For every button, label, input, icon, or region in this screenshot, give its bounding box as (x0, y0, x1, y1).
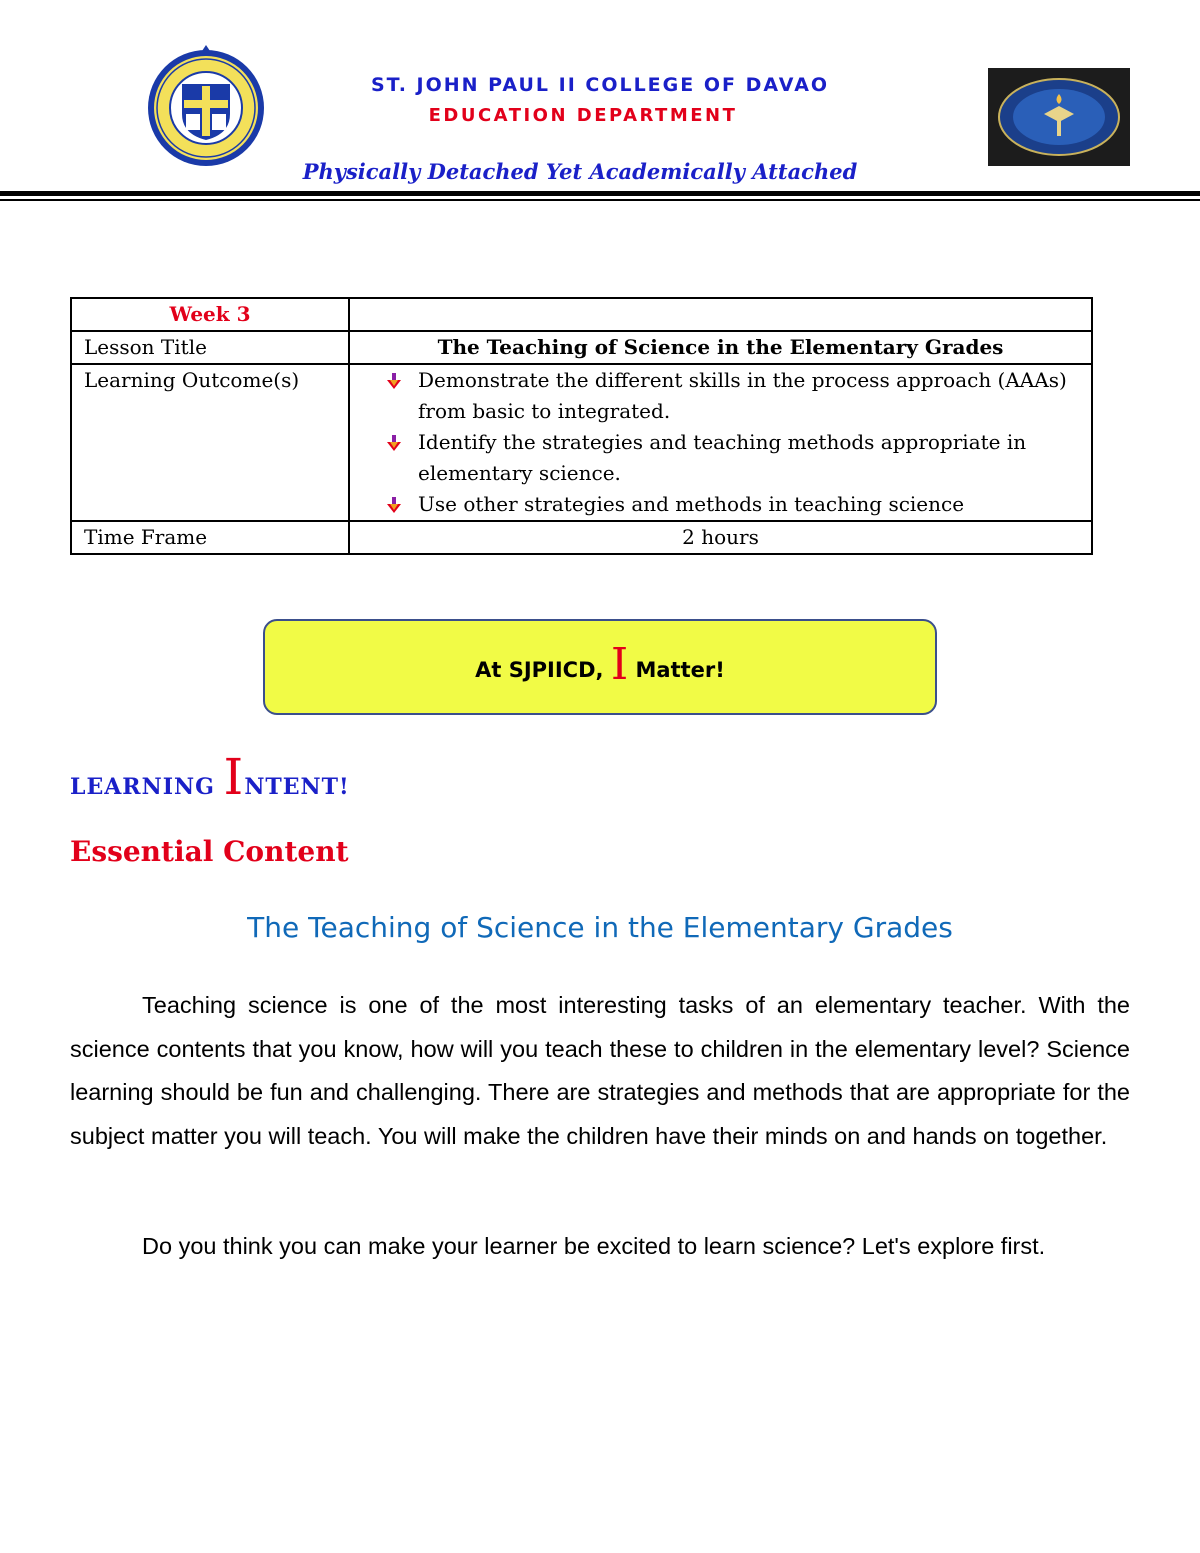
outcome-text: Use other strategies and methods in teaching science (418, 492, 965, 516)
body-paragraph: Teaching science is one of the most interesting tasks of an elementary teacher. With the science contents that you know, how will you teach these to children in the elementary level? Science learning should be fun and challenging. There are strategies and methods that are appropriate for the subject matter you will teach. You will make the children have their minds on and hands on together. (70, 992, 1130, 1149)
outcomes-cell (349, 364, 1092, 521)
outcome-text: Identify the strategies and teaching methods appropriate in elementary science. (418, 430, 1027, 485)
header-rule-thin (0, 199, 1200, 201)
callout-after: Matter! (628, 658, 725, 682)
motto-callout-box (263, 619, 937, 715)
header-rule-thick (0, 191, 1200, 196)
lesson-info-table (70, 297, 1093, 555)
body-paragraph: Do you think you can make your learner be excited to learn science? Let's explore first. (142, 1233, 1046, 1259)
lesson-title-value: The Teaching of Science in the Elementary Grades (349, 331, 1092, 364)
arrow-down-bullet-icon (386, 434, 402, 452)
table-row (71, 364, 1092, 521)
arrow-down-bullet-icon (386, 372, 402, 390)
department-name: EDUCATION DEPARTMENT (428, 105, 738, 126)
time-frame-value: 2 hours (349, 521, 1092, 554)
outcome-text: Demonstrate the different skills in the process approach (AAAs) from basic to integrated. (418, 368, 1067, 423)
list-item (386, 365, 1079, 427)
intent-suffix: NTENT! (244, 774, 350, 800)
lesson-title-label: Lesson Title (71, 331, 349, 364)
intent-prefix: LEARNING (70, 774, 224, 800)
time-frame-label: Time Frame (71, 521, 349, 554)
week-label: Week 3 (71, 298, 349, 331)
arrow-down-bullet-icon (386, 496, 402, 514)
callout-big-letter: I (610, 639, 629, 690)
table-row (71, 298, 1092, 331)
week-value-empty (349, 298, 1092, 331)
list-item (386, 427, 1079, 489)
learning-intent-heading (70, 748, 350, 806)
intent-big-letter: I (223, 748, 245, 806)
college-name: ST. JOHN PAUL II COLLEGE OF DAVAO (370, 74, 830, 96)
college-seal-logo (143, 45, 269, 171)
teacher-education-logo (988, 68, 1130, 166)
outcomes-list (362, 365, 1079, 520)
essential-content-heading: Essential Content (70, 835, 349, 868)
outcomes-label: Learning Outcome(s) (71, 364, 349, 521)
table-row (71, 521, 1092, 554)
callout-text (265, 639, 935, 690)
callout-before: At SJPIICD, (475, 658, 611, 682)
table-row (71, 331, 1092, 364)
list-item (386, 489, 1079, 520)
motto: Physically Detached Yet Academically Attached (302, 159, 858, 184)
main-title: The Teaching of Science in the Elementary Grades (247, 911, 953, 944)
